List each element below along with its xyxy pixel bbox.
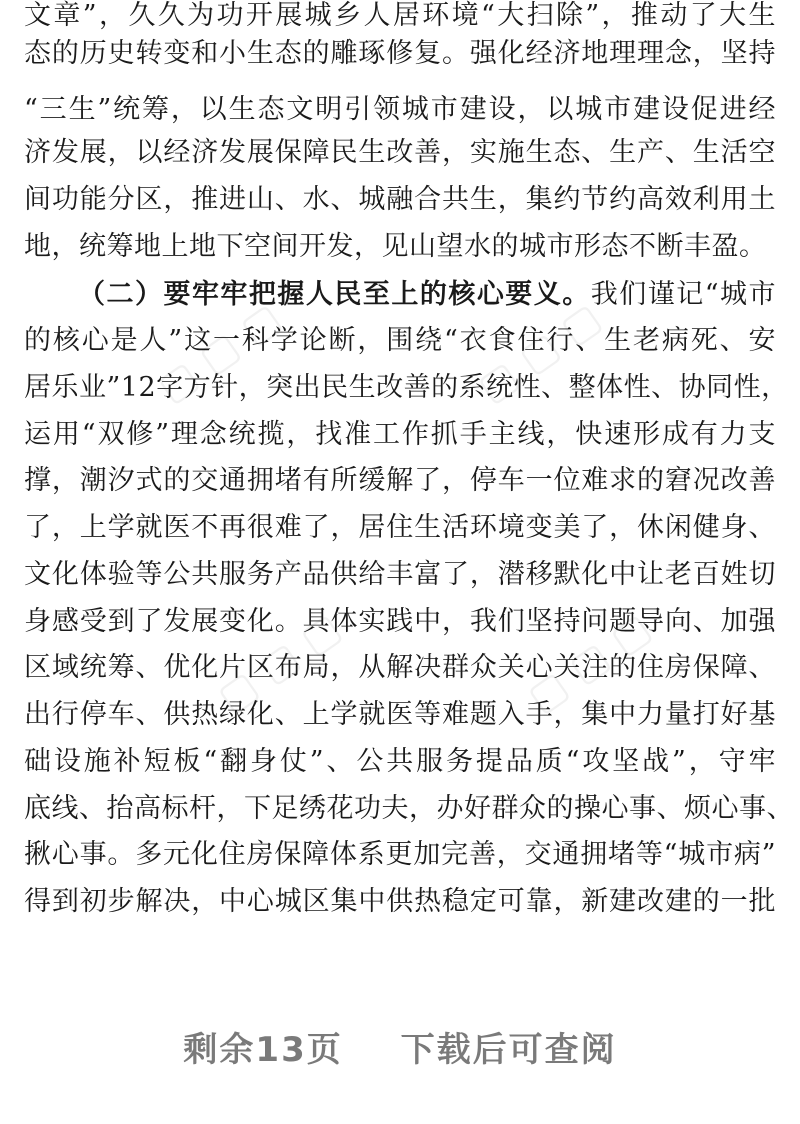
text-line: 文化体验等公共服务产品供给丰富了，潜移默化中让老百姓切 xyxy=(24,559,776,590)
text-line: 的核心是人”这一科学论断，围绕“衣食住行、生老病死、安 xyxy=(24,325,776,356)
text-line: 撑，潮汐式的交通拥堵有所缓解了，停车一位难求的窘况改善 xyxy=(24,465,776,496)
section-heading-line xyxy=(24,281,776,308)
text-line: 区域统筹、优化片区布局，从解决群众关心关注的住房保障、 xyxy=(24,652,776,683)
text-line: 揪心事。多元化住房保障体系更加完善，交通拥堵等“城市病” xyxy=(24,839,776,870)
watermark: ▢ ▢ ▢ xyxy=(149,294,290,412)
text-line: 身感受到了发展变化。具体实践中，我们坚持问题导向、加强 xyxy=(24,606,776,637)
text-line: 得到初步解决，中心城区集中供热稳定可靠，新建改建的一批 xyxy=(24,886,776,917)
text-line: 底线、抬高标杆，下足绣花功夫，办好群众的操心事、烦心事、 xyxy=(24,793,794,824)
remaining-pages-text: 剩余13页 xyxy=(183,1030,343,1070)
text-line: “三生”统筹，以生态文明引领城市建设，以城市建设促进经 xyxy=(24,94,776,125)
text-line: 文章”，久久为功开展城乡人居环境“大扫除”，推动了大生 xyxy=(24,0,776,31)
text-line: 济发展，以经济发展保障民生改善，实施生态、生产、生活空 xyxy=(24,137,776,168)
heading-continuation: 我们谨记“城市 xyxy=(590,279,776,310)
text-line: 础设施补短板“翻身仗”、公共服务提品质“攻坚战”，守牢 xyxy=(24,746,776,777)
text-line: 了，上学就医不再很难了，居住生活环境变美了，休闲健身、 xyxy=(24,512,776,543)
text-line: 地，统筹地上地下空间开发，见山望水的城市形态不断丰盈。 xyxy=(24,231,767,262)
text-line: 出行停车、供热绿化、上学就医等难题入手，集中力量打好基 xyxy=(24,699,776,730)
watermark: ▢ ▢ ▢ xyxy=(519,604,660,722)
text-line: 居乐业”12字方针，突出民生改善的系统性、整体性、协同性， xyxy=(24,372,789,403)
watermark: ▢ ▢ ▢ xyxy=(469,294,610,412)
text-line: 态的历史转变和小生态的雕琢修复。强化经济地理理念，坚持 xyxy=(24,38,776,69)
text-line: 间功能分区，推进山、水、城融合共生，集约节约高效利用土 xyxy=(24,184,776,215)
watermark: ▢ ▢ ▢ xyxy=(209,604,350,722)
download-to-view-text[interactable]: 下载后可查阅 xyxy=(400,1030,617,1070)
section-heading: （二）要牢牢把握人民至上的核心要义。 xyxy=(78,279,591,310)
text-line: 运用“双修”理念统揽，找准工作抓手主线，快速形成有力支 xyxy=(24,419,776,450)
download-prompt[interactable] xyxy=(0,1022,800,1071)
